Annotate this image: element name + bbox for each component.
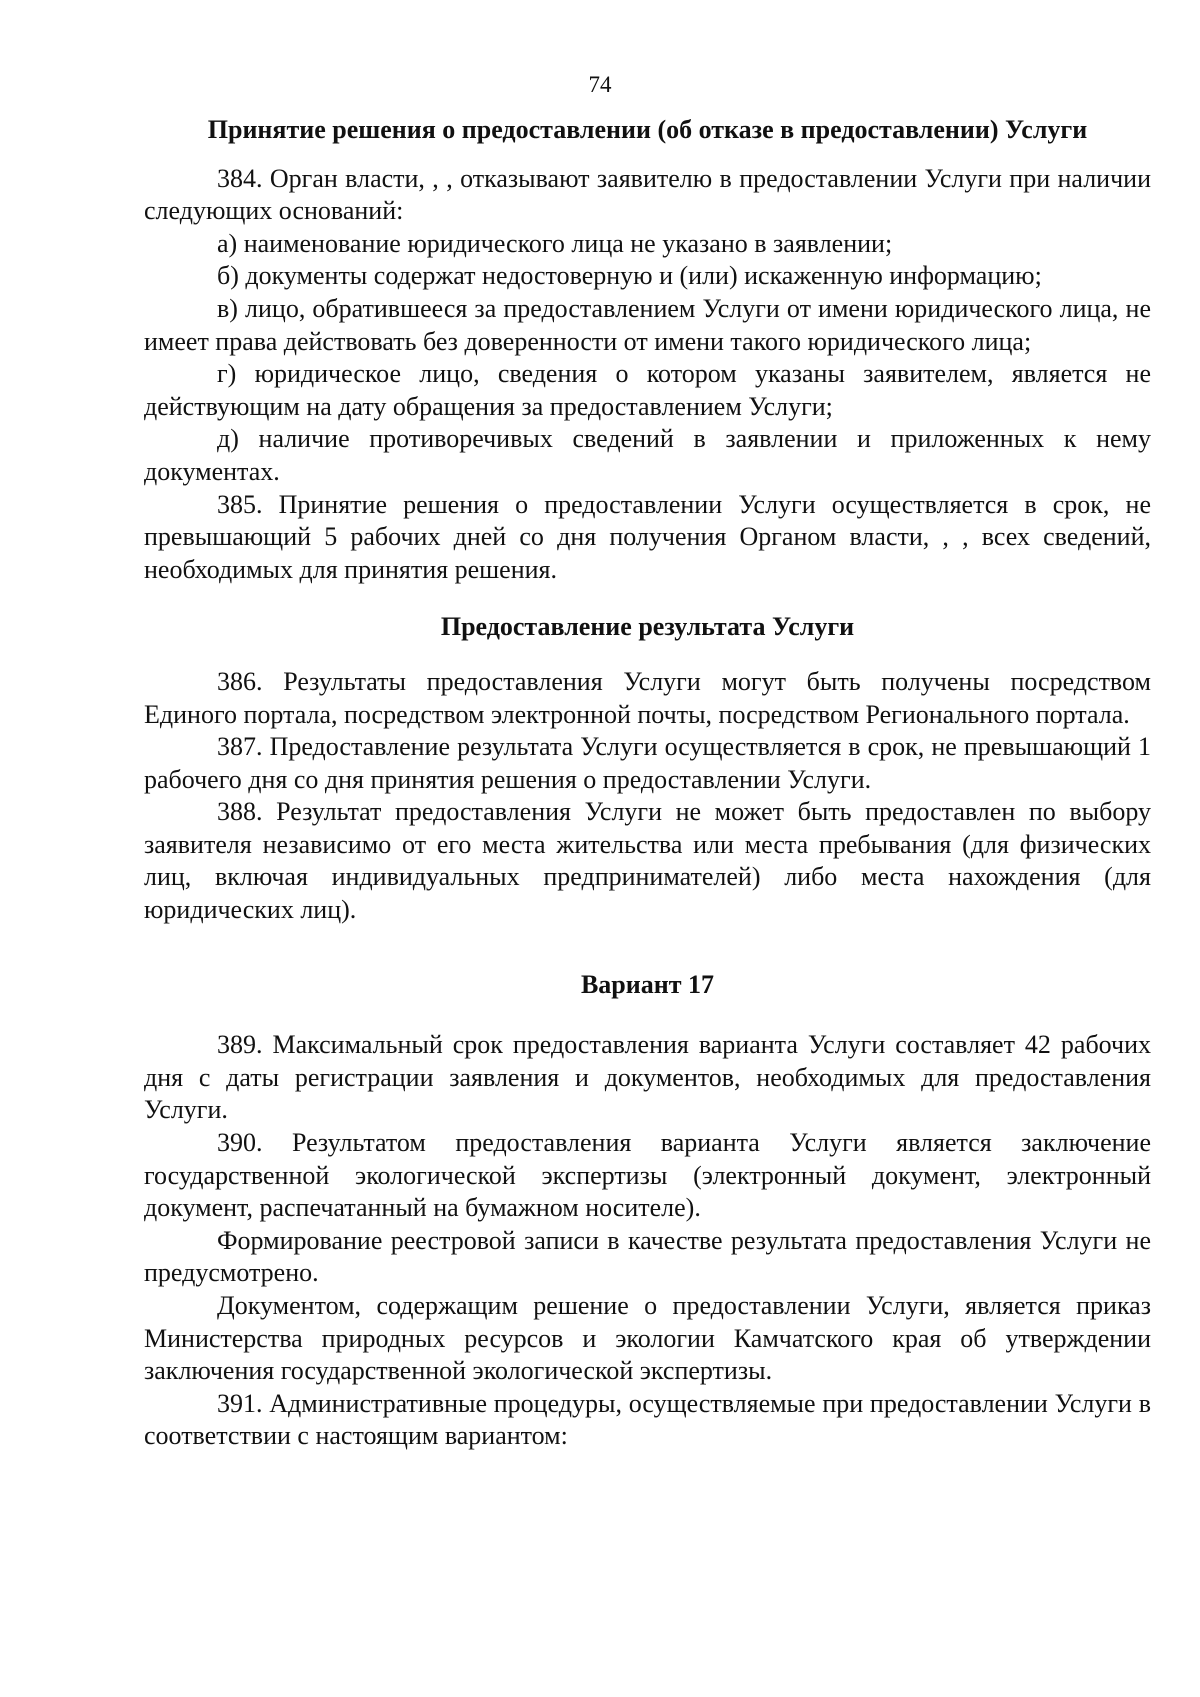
section-heading-decision: Принятие решения о предоставлении (об отказе в предоставлении) Услуги [207, 115, 1088, 144]
paragraph-registry-record: Формирование реестровой записи в качестве результата предоставления Услуги не предусмотрено. [144, 1225, 1151, 1288]
paragraph-385: 385. Принятие решения о предоставлении Услуги осуществляется в срок, не превышающий 5 рабочих дней со дня получения Органом власти, , , всех сведений, необходимых для принятия решения. [144, 489, 1151, 584]
section-heading-result: Предоставление результата Услуги [440, 612, 855, 642]
paragraph-decision-document: Документом, содержащим решение о предоставлении Услуги, является приказ Министерства природных ресурсов и экологии Камчатского края об утверждении заключения государственной экологической экспертизы. [144, 1291, 1151, 1386]
paragraph-389: 389. Максимальный срок предоставления варианта Услуги составляет 42 рабочих дня с даты регистрации заявления и документов, необходимых для предоставления Услуги. [144, 1030, 1151, 1125]
list-item-g: г) юридическое лицо, сведения о котором указаны заявителем, является не действующим на дату обращения за предоставлением Услуги; [144, 359, 1151, 421]
paragraph-390: 390. Результатом предоставления варианта Услуги является заключение государственной экологической экспертизы (электронный документ, электронный документ, распечатанный на бумажном носителе). [144, 1128, 1151, 1223]
list-item-b: б) документы содержат недостоверную и (или) искаженную информацию; [217, 261, 1042, 291]
paragraph-388: 388. Результат предоставления Услуги не может быть предоставлен по выбору заявителя независимо от его места жительства или места пребывания (для физических лиц, включая индивидуальных предпринимателей) либо места нахождения (для юридических лиц). [144, 797, 1151, 925]
section-heading-variant-17: Вариант 17 [580, 969, 715, 999]
paragraph-387: 387. Предоставление результата Услуги осуществляется в срок, не превышающий 1 рабочего дня со дня принятия решения о предоставлении Услуги. [144, 732, 1151, 794]
paragraph-391: 391. Административные процедуры, осуществляемые при предоставлении Услуги в соответствии с настоящим вариантом: [144, 1388, 1151, 1451]
document-body [144, 114, 1151, 1453]
list-item-d: д) наличие противоречивых сведений в заявлении и приложенных к нему документах. [144, 424, 1151, 486]
paragraph-386: 386. Результаты предоставления Услуги могут быть получены посредством Единого портала, посредством электронной почты, посредством Регионального портала. [144, 666, 1151, 729]
page-number: 74 [588, 72, 612, 97]
list-item-a: а) наименование юридического лица не указано в заявлении; [217, 228, 893, 258]
paragraph-384: 384. Орган власти, , , отказывают заявителю в предоставлении Услуги при наличии следующих оснований: [144, 163, 1151, 226]
list-item-v: в) лицо, обратившееся за предоставлением Услуги от имени юридического лица, не имеет права действовать без доверенности от имени такого юридического лица; [144, 293, 1151, 356]
